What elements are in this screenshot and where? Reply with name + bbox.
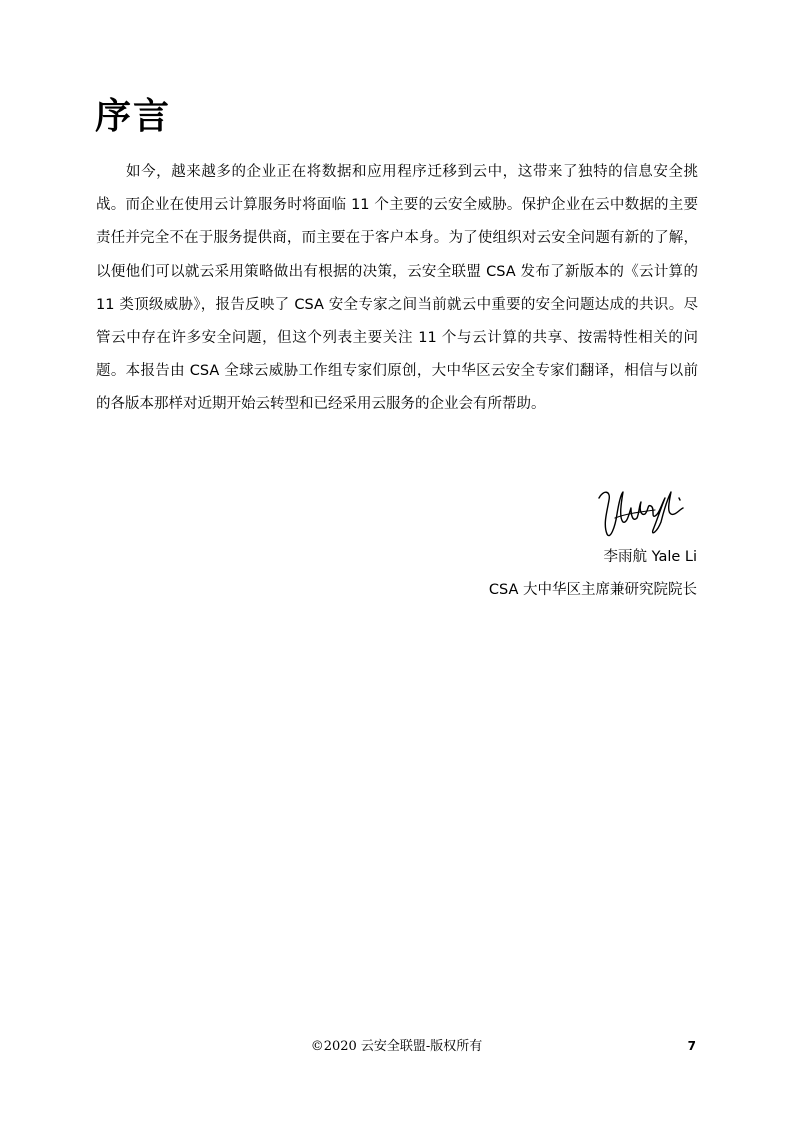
signature-image (595, 484, 690, 542)
preface-paragraph: 如今，越来越多的企业正在将数据和应用程序迁移到云中，这带来了独特的信息安全挑战。而企业在使用云计算服务时将面临 11 个主要的云安全威胁。保护企业在云中数据的主要责任并完全不在于服务提供商，而主要在于客户本身。为了使组织对云安全问题有新的了解，以便他们可以就云采用策略做出有根据的决策，云安全联盟 CSA 发布了新版本的《云计算的 11 类顶级威胁》，报告反映了 CSA 安全专家之间当前就云中重要的安全问题达成的共识。尽管云中存在许多安全问题，但这个列表主要关注 11 个与云计算的共享、按需特性相关的问题。本报告由 CSA 全球云威胁工作组专家们原创，大中华区云安全专家们翻译，相信与以前的各版本那样对近期开始云转型和已经采用云服务的企业会有所帮助。 (96, 164, 698, 413)
signer-title: CSA 大中华区主席兼研究院院长 (488, 582, 697, 598)
signer-name: 李雨航 Yale Li (603, 549, 697, 565)
page-title: 序言 (95, 96, 172, 137)
footer-copyright: ©2020 云安全联盟-版权所有 (310, 1039, 483, 1054)
page-number: 7 (687, 1039, 696, 1053)
